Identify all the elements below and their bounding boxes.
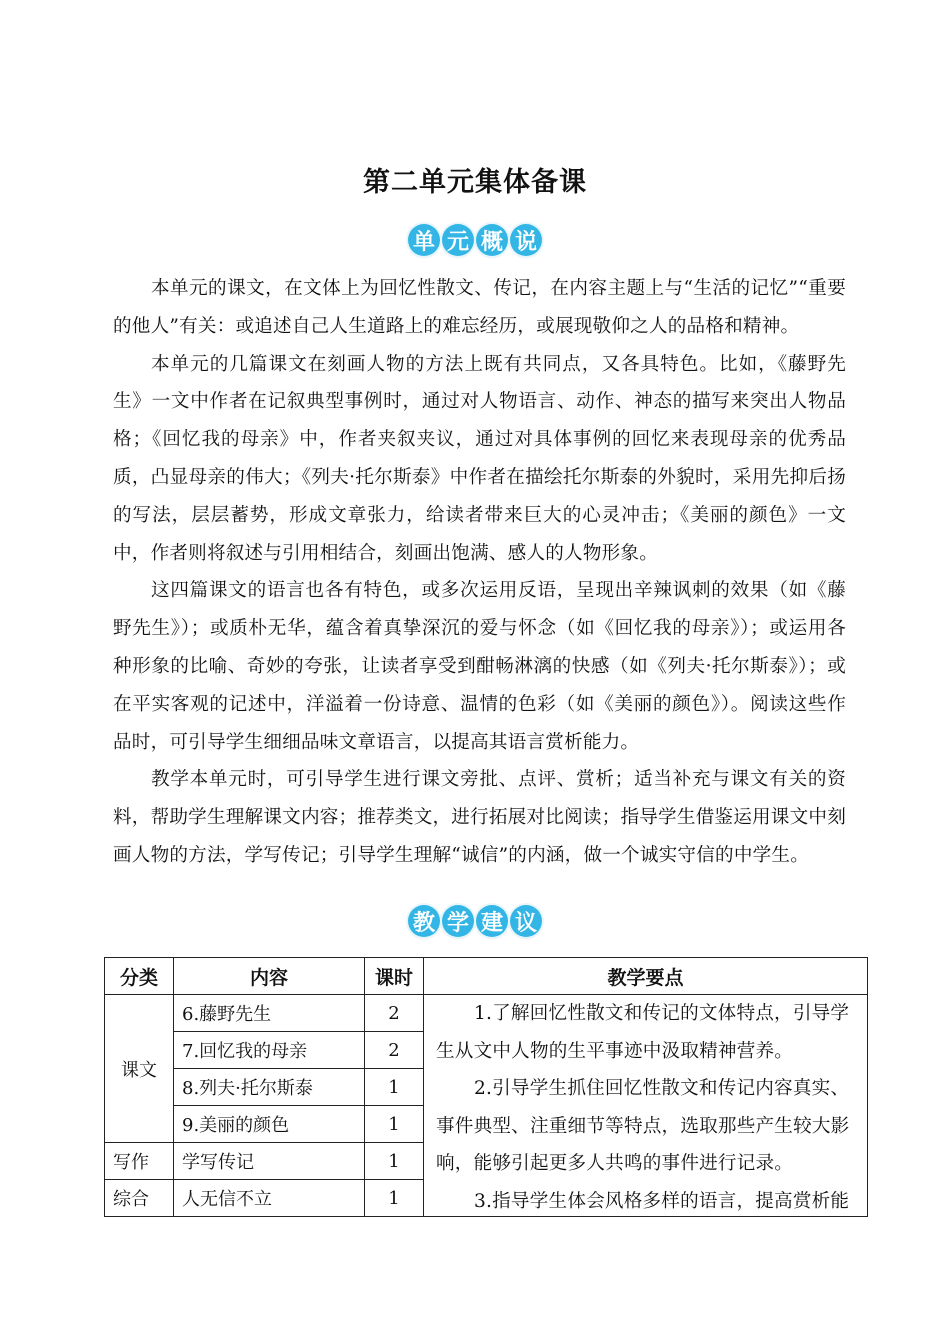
- header-content: 内容: [174, 958, 365, 995]
- content-cell: 6.藤野先生: [174, 995, 365, 1032]
- key-point: 2.引导学生抓住回忆性散文和传记内容真实、事件典型、注重细节等特点，选取那些产生较大影响，能够引起更多人共鸣的事件进行记录。: [436, 1078, 850, 1174]
- key-point: 1.了解回忆性散文和传记的文体特点，引导学生从文中人物的生平事迹中汲取精神营养。: [436, 1003, 850, 1062]
- content-cell: 8.列夫·托尔斯泰: [174, 1069, 365, 1106]
- unit-overview-heading: [0, 224, 950, 256]
- heading-char: 单: [408, 224, 440, 256]
- hours-cell: 2: [365, 995, 424, 1032]
- hours-cell: 2: [365, 1032, 424, 1069]
- content-cell: 9.美丽的颜色: [174, 1106, 365, 1143]
- overview-paragraph: 本单元的几篇课文在刻画人物的方法上既有共同点，又各具特色。比如，《藤野先生》一文中作者在记叙典型事例时，通过对人物语言、动作、神态的描写来突出人物品格；《回忆我的母亲》中，作者夹叙夹议，通过对具体事例的回忆来表现母亲的优秀品质，凸显母亲的伟大；《列夫·托尔斯泰》中作者在描绘托尔斯泰的外貌时，采用先抑后扬的写法，层层蓄势，形成文章张力，给读者带来巨大的心灵冲击；《美丽的颜色》一文中，作者则将叙述与引用相结合，刻画出饱满、感人的人物形象。: [113, 353, 846, 564]
- hours-cell: 1: [365, 1143, 424, 1180]
- category-cell: 课文: [105, 995, 174, 1143]
- overview-paragraph: 教学本单元时，可引导学生进行课文旁批、点评、赏析；适当补充与课文有关的资料，帮助学生理解课文内容；推荐类文，进行拓展对比阅读；指导学生借鉴运用课文中刻画人物的方法，学写传记；引导学生理解“诚信”的内涵，做一个诚实守信的中学生。: [113, 769, 846, 866]
- header-key-points: 教学要点: [424, 958, 868, 995]
- overview-paragraph: 本单元的课文，在文体上为回忆性散文、传记，在内容主题上与“生活的记忆”“重要的他人”有关：或追述自己人生道路上的难忘经历，或展现敬仰之人的品格和精神。: [113, 278, 846, 337]
- table-row: [105, 995, 868, 1032]
- heading-char: 学: [442, 905, 474, 937]
- heading-char: 说: [510, 224, 542, 256]
- key-points-cell: [424, 995, 868, 1217]
- heading-char: 议: [510, 905, 542, 937]
- hours-cell: 1: [365, 1069, 424, 1106]
- overview-paragraph: 这四篇课文的语言也各有特色，或多次运用反语，呈现出辛辣讽刺的效果（如《藤野先生》）；或质朴无华，蕴含着真挚深沉的爱与怀念（如《回忆我的母亲》）；或运用各种形象的比喻、奇妙的夸张，让读者享受到酣畅淋漓的快感（如《列夫·托尔斯泰》）；或在平实客观的记述中，洋溢着一份诗意、温情的色彩（如《美丽的颜色》）。阅读这些作品时，可引导学生细细品味文章语言，以提高其语言赏析能力。: [113, 580, 846, 753]
- hours-cell: 1: [365, 1180, 424, 1217]
- content-cell: 7.回忆我的母亲: [174, 1032, 365, 1069]
- teaching-plan-table: [104, 957, 868, 1217]
- category-cell: 写作: [105, 1143, 174, 1180]
- heading-char: 建: [476, 905, 508, 937]
- key-point: 3.指导学生体会风格多样的语言，提高赏析能: [474, 1190, 850, 1212]
- table-header-row: [105, 958, 868, 995]
- hours-cell: 1: [365, 1106, 424, 1143]
- unit-overview-body: [113, 270, 846, 875]
- heading-char: 教: [408, 905, 440, 937]
- heading-char: 概: [476, 224, 508, 256]
- heading-char: 元: [442, 224, 474, 256]
- content-cell: 人无信不立: [174, 1180, 365, 1217]
- header-category: 分类: [105, 958, 174, 995]
- header-hours: 课时: [365, 958, 424, 995]
- page-title: 第二单元集体备课: [363, 167, 587, 198]
- content-cell: 学写传记: [174, 1143, 365, 1180]
- teaching-suggestions-heading: [0, 905, 950, 937]
- category-cell: 综合: [105, 1180, 174, 1217]
